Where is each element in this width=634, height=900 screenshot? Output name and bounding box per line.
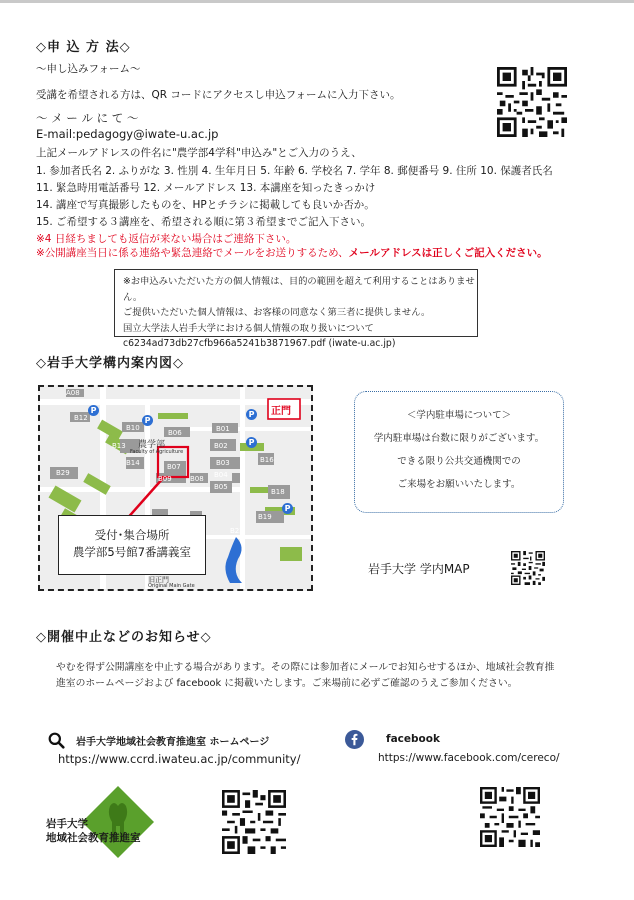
form-title: 〜申し込みフォーム〜 (36, 63, 141, 75)
warning-2-text: ※公開講座当日に係る連絡や緊急連絡でメールをお送りするため、 (36, 247, 349, 259)
fields-line-1: 1. 参加者氏名 2. ふりがな 3. 性別 4. 生年月日 5. 年齢 6. 学校名 7. 学年 8. 郵便番号 9. 住所 10. 保護者氏名 (36, 165, 553, 177)
homepage-label: 岩手大学地域社会教育推進室 ホームページ (76, 737, 270, 748)
parking-line-3: ご来場をお願いいたします。 (397, 479, 521, 490)
bldg-b14: B14 (126, 459, 140, 467)
campus-map-qr-code[interactable] (511, 551, 545, 585)
old-gate-label-en: Original Main Gate (148, 583, 195, 589)
privacy-line-3: 国立大学法人岩手大学における個人情報の取り扱いについて (123, 322, 374, 334)
bldg-b08: B08 (190, 475, 204, 483)
meeting-place-callout (58, 515, 206, 575)
bldg-b29: B29 (56, 469, 70, 477)
callout-line-2: 農学部5号館7番講義室 (72, 545, 192, 559)
facebook-qr-code[interactable] (480, 787, 540, 847)
warning-1: ※4 日経ちましても返信が来ない場合はご連絡下さい。 (36, 233, 297, 245)
bldg-b09: B09 (158, 475, 172, 483)
homepage-url[interactable]: https://www.ccrd.iwateu.ac.jp/community/ (58, 752, 301, 766)
search-icon (48, 732, 65, 749)
bldg-a08: A08 (66, 389, 80, 397)
logo-text (46, 817, 141, 845)
logo-line-2: 地域社会教育推進室 (46, 832, 141, 844)
faculty-label-en: Faculty of Agriculture (130, 449, 184, 455)
parking-icon: P (282, 503, 293, 514)
parking-icon: P (246, 437, 257, 448)
bldg-b10: B10 (126, 424, 140, 432)
fields-line-3: 14. 講座で写真撮影したものを、HPとチラシに掲載しても良いか否か。 (36, 199, 375, 211)
bldg-b07: B07 (167, 463, 181, 471)
bldg-b06: B06 (168, 429, 182, 437)
warning-2 (36, 245, 548, 261)
bldg-b16: B16 (260, 456, 274, 464)
facebook-label: facebook (386, 733, 440, 745)
privacy-line-1: ※お申込みいただいた方の個人情報は、目的の範囲を超えて利用することはありません。 (123, 276, 475, 303)
parking-info (354, 391, 564, 513)
fields-line-2: 11. 緊急時用電話番号 12. メールアドレス 13. 本講座を知ったきっかけ (36, 182, 376, 194)
homepage-qr-code[interactable] (222, 790, 286, 854)
bldg-b22: B22 (230, 527, 244, 535)
campus-heading: ◇岩手大学構内案内図◇ (36, 356, 184, 371)
parking-line-2: できる限り公共交通機関での (397, 456, 521, 467)
notice-heading: ◇開催中止などのお知らせ◇ (36, 630, 212, 645)
form-text: 受講を希望される方は、QR コードにアクセスし申込フォームに入力下さい。 (36, 89, 401, 101)
bldg-b02: B02 (214, 442, 228, 450)
bldg-b03: B03 (216, 459, 230, 467)
bldg-b01: B01 (216, 425, 230, 433)
parking-icon: P (88, 405, 99, 416)
parking-title: ＜学内駐車場について＞ (406, 410, 512, 421)
bldg-b04: B04 (214, 471, 228, 479)
facebook-url[interactable]: https://www.facebook.com/cereco/ (378, 752, 560, 764)
mail-title: 〜 メ ー ル に て 〜 (36, 111, 139, 125)
callout-line-1: 受付･集合場所 (94, 528, 170, 542)
mail-intro: 上記メールアドレスの件名に"農学部4学科"申込み"とご入力のうえ、 (36, 147, 362, 159)
email-address[interactable]: E-mail:pedagogy@iwate-u.ac.jp (36, 127, 219, 141)
warning-2-bold: メールアドレスは正しくご記入ください。 (348, 247, 548, 259)
faculty-label: 農学部 (138, 440, 166, 450)
parking-line-1: 学内駐車場は台数に限りがございます。 (373, 433, 545, 444)
main-gate-label: 正門 (271, 406, 291, 417)
bldg-b12: B12 (74, 414, 88, 422)
fields-line-4: 15. ご希望する３講座を、希望される順に第３希望までご記入下さい。 (36, 216, 372, 228)
notice-text: やむを得ず公開講座を中止する場合があります。その際には参加者にメールでお知らせするほか、地域社会教育推進室のホームページおよび facebook に掲載いたします。ご来場前に必ずご確認のうえご参加ください。 (56, 662, 555, 689)
bldg-b18: B18 (271, 488, 285, 496)
campus-map-qr-label: 岩手大学 学内MAP (368, 562, 470, 576)
bldg-b19: B19 (258, 513, 272, 521)
parking-icon: P (246, 409, 257, 420)
privacy-line-2: ご提供いただいた個人情報は、お客様の同意なく第三者に提供しません。 (123, 307, 431, 319)
logo-line-1: 岩手大学 (46, 818, 88, 830)
apply-heading: ◇申 込 方 法◇ (36, 40, 131, 55)
privacy-notice (114, 269, 478, 350)
privacy-pdf-link[interactable]: c6234ad73db27cfb966a5241b3871967.pdf (iwate-u.ac.jp) (123, 338, 396, 350)
top-divider (0, 0, 634, 3)
form-qr-code[interactable] (497, 67, 567, 137)
parking-icon: P (142, 415, 153, 426)
old-gate-label: 旧正門 (148, 576, 169, 584)
bldg-b05: B05 (214, 483, 228, 491)
facebook-icon[interactable] (345, 730, 364, 749)
bldg-b13: B13 (112, 442, 126, 450)
